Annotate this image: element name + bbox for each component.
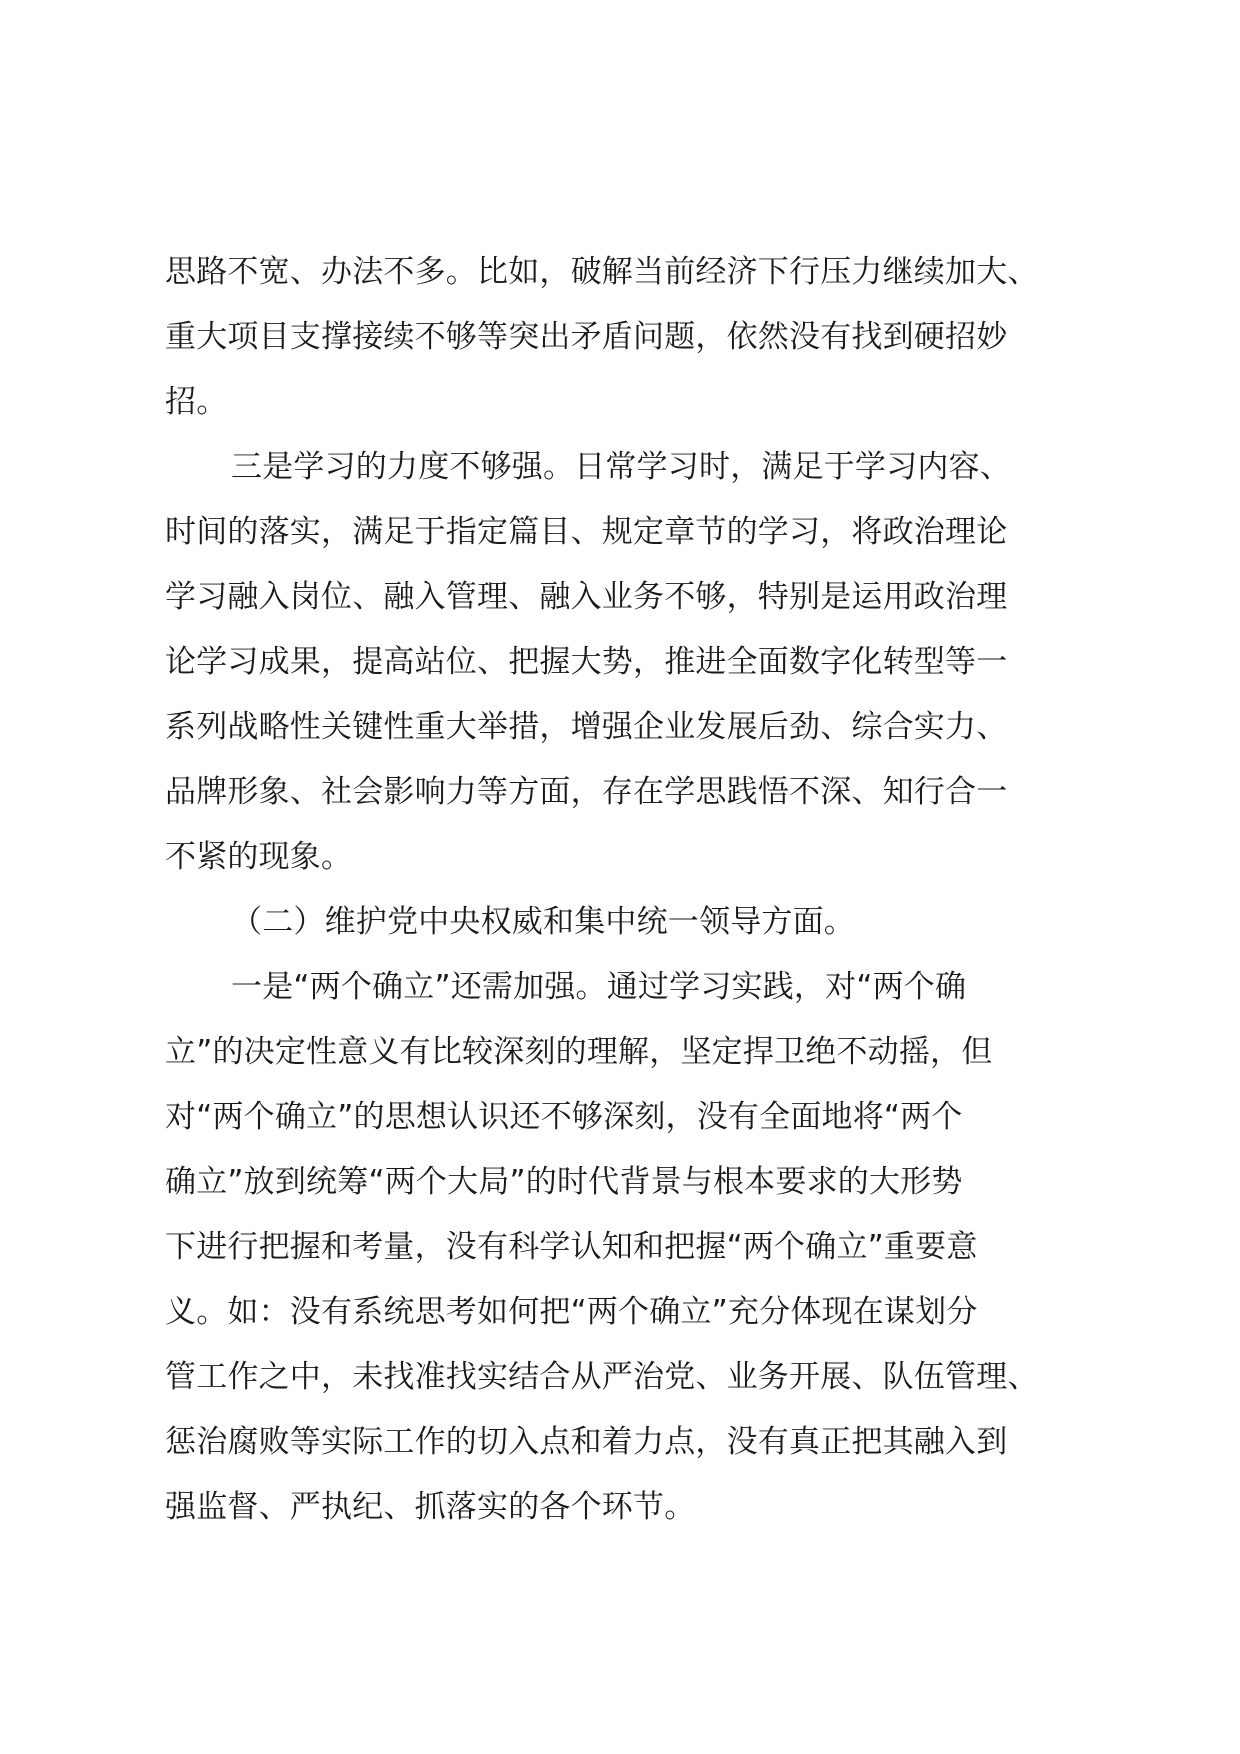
text-line: 惩治腐败等实际工作的切入点和着力点，没有真正把其融入到 <box>165 1424 1008 1460</box>
text-line: 论学习成果，提高站位、把握大势，推进全面数字化转型等一 <box>165 644 1008 680</box>
text-line: 重大项目支撑接续不够等突出矛盾问题，依然没有找到硬招妙 <box>165 319 1008 355</box>
text-line: 对“两个确立”的思想认识还不够深刻，没有全面地将“两个 <box>165 1099 963 1135</box>
text-line: 思路不宽、办法不多。比如，破解当前经济下行压力继续加大、 <box>165 254 1039 290</box>
text-line: 学习融入岗位、融入管理、融入业务不够，特别是运用政治理 <box>165 579 1008 615</box>
text-line: 时间的落实，满足于指定篇目、规定章节的学习，将政治理论 <box>165 514 1008 550</box>
paragraph-start-line: 三是学习的力度不够强。日常学习时，满足于学习内容、 <box>231 449 1011 485</box>
text-line: 管工作之中，未找准找实结合从严治党、业务开展、队伍管理、 <box>165 1359 1039 1395</box>
text-line: 确立”放到统筹“两个大局”的时代背景与根本要求的大形势 <box>165 1164 963 1200</box>
body-text <box>165 240 1095 1540</box>
text-line: 不紧的现象。 <box>165 839 353 875</box>
text-line: 立”的决定性意义有比较深刻的理解，坚定捍卫绝不动摇，但 <box>165 1034 993 1070</box>
text-line: 下进行把握和考量，没有科学认知和把握“两个确立”重要意 <box>165 1229 978 1265</box>
text-line: 品牌形象、社会影响力等方面，存在学思践悟不深、知行合一 <box>165 774 1008 810</box>
section-heading: （二）维护党中央权威和集中统一领导方面。 <box>231 904 855 940</box>
paragraph-start-line: 一是“两个确立”还需加强。通过学习实践，对“两个确 <box>231 969 967 1005</box>
text-line: 招。 <box>165 384 228 420</box>
text-line: 义。如：没有系统思考如何把“两个确立”充分体现在谋划分 <box>165 1294 978 1330</box>
text-line: 系列战略性关键性重大举措，增强企业发展后劲、综合实力、 <box>165 709 1008 745</box>
text-line: 强监督、严执纪、抓落实的各个环节。 <box>165 1489 696 1525</box>
